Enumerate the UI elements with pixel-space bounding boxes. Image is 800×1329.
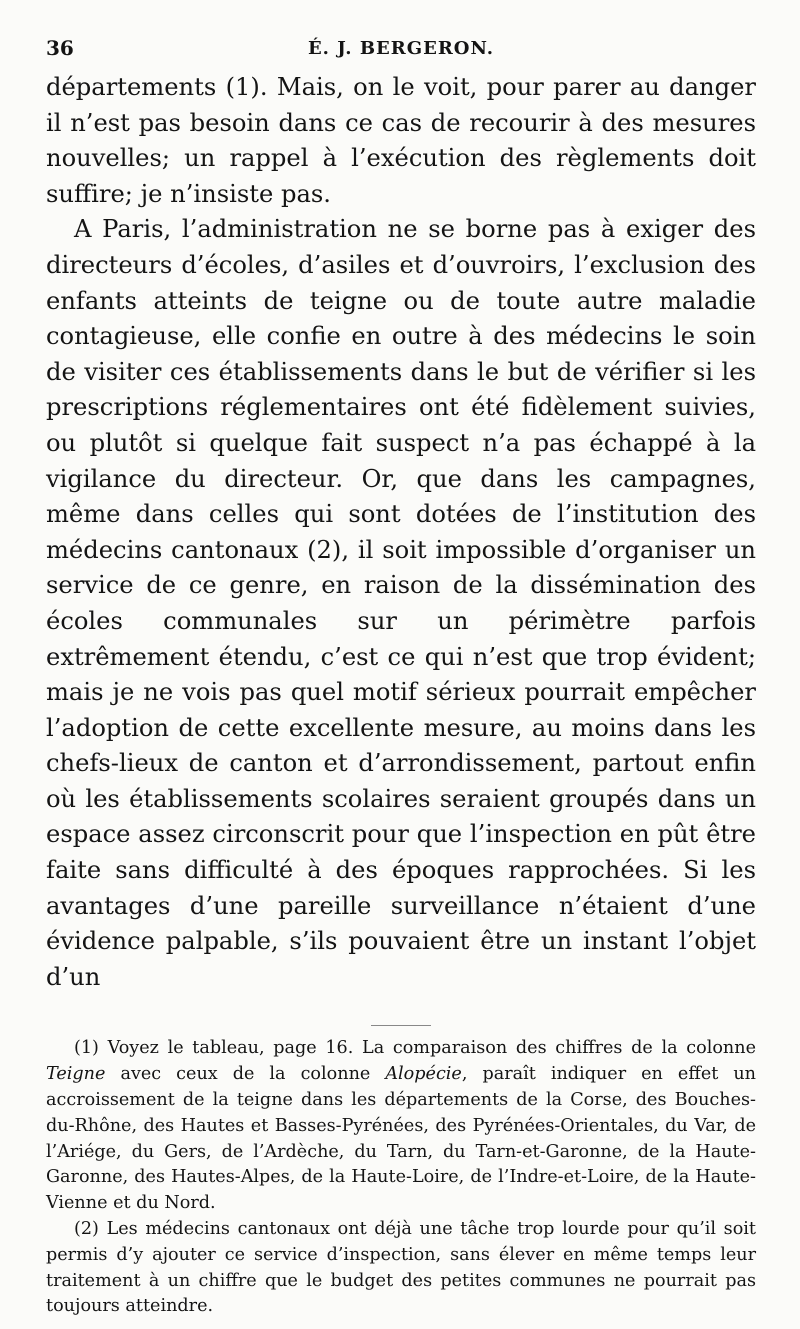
footnotes — [46, 1036, 756, 1320]
paragraph-paris-administration: A Paris, l’administration ne se borne pas à exiger des directeurs d’écoles, d’asiles et d’ouvroirs, l’exclusion des enfants atteints de teigne ou de toute autre maladie contagieuse, elle confie en outre à des médecins le soin de visiter ces établissements dans le but de vérifier si les prescriptions réglementaires ont été fidèlement suivies, ou plutôt si quelque fait suspect n’a pas échappé à la vigilance du directeur. Or, que dans les campagnes, même dans celles qui sont dotées de l’institution des médecins cantonaux (2), il soit impossible d’organiser un service de ce genre, en raison de la dissémination des écoles communales sur un périmètre parfois extrêmement étendu, c’est ce qui n’est que trop évident; mais je ne vois pas quel motif sérieux pourrait empêcher l’adoption de cette excellente mesure, au moins dans les chefs-lieux de canton et d’arrondissement, partout enfin où les établissements scolaires seraient groupés dans un espace assez circonscrit pour que l’inspection en pût être faite sans difficulté à des époques rapprochées. Si les avantages d’une pareille surveillance n’étaient d’une évidence palpable, s’ils pouvaient être un instant l’objet d’un — [46, 215, 756, 991]
footnote-1 — [46, 1036, 756, 1217]
footnote-1-teigne: Teigne — [46, 1064, 106, 1085]
footnote-separator — [371, 1025, 431, 1026]
running-head-author: É. J. BERGERON. — [307, 38, 495, 59]
footnote-1-alopecie: Alopécie — [385, 1064, 462, 1085]
body-text — [46, 70, 756, 995]
page-number: 36 — [46, 36, 74, 60]
footnote-2: (2) Les médecins cantonaux ont déjà une tâche trop lourde pour qu’il soit permis d’y ajouter ce service d’inspection, sans élever en même temps leur traitement à un chiffre que le budget des petites communes ne pourrait pas toujours atteindre. — [46, 1219, 756, 1317]
footnote-1-text-c: , paraît indiquer en effet un accroissement de la teigne dans les départements de la Corse, des Bouches-du-Rhône, des Hautes et Basses-Pyrénées, des Pyrénées-Orientales, du Var, de l’Ariége, du Gers, de l’Ardèche, du Tarn, du Tarn-et-Garonne, de la Haute-Garonne, des Hautes-Alpes, de la Haute-Loire, de l’Indre-et-Loire, de la Haute-Vienne et du Nord. — [46, 1064, 756, 1214]
paragraph-continuation: départements (1). Mais, on le voit, pour parer au danger il n’est pas besoin dans ce cas de recourir à des mesures nouvelles; un rappel à l’exécution des règlements doit suffire; je n’insiste pas. — [46, 73, 756, 208]
running-head — [46, 30, 756, 70]
footnote-1-text-b: avec ceux de la colonne — [105, 1064, 386, 1085]
footnote-1-text-a: (1) Voyez le tableau, page 16. La comparaison des chiffres de la colonne — [74, 1038, 756, 1059]
